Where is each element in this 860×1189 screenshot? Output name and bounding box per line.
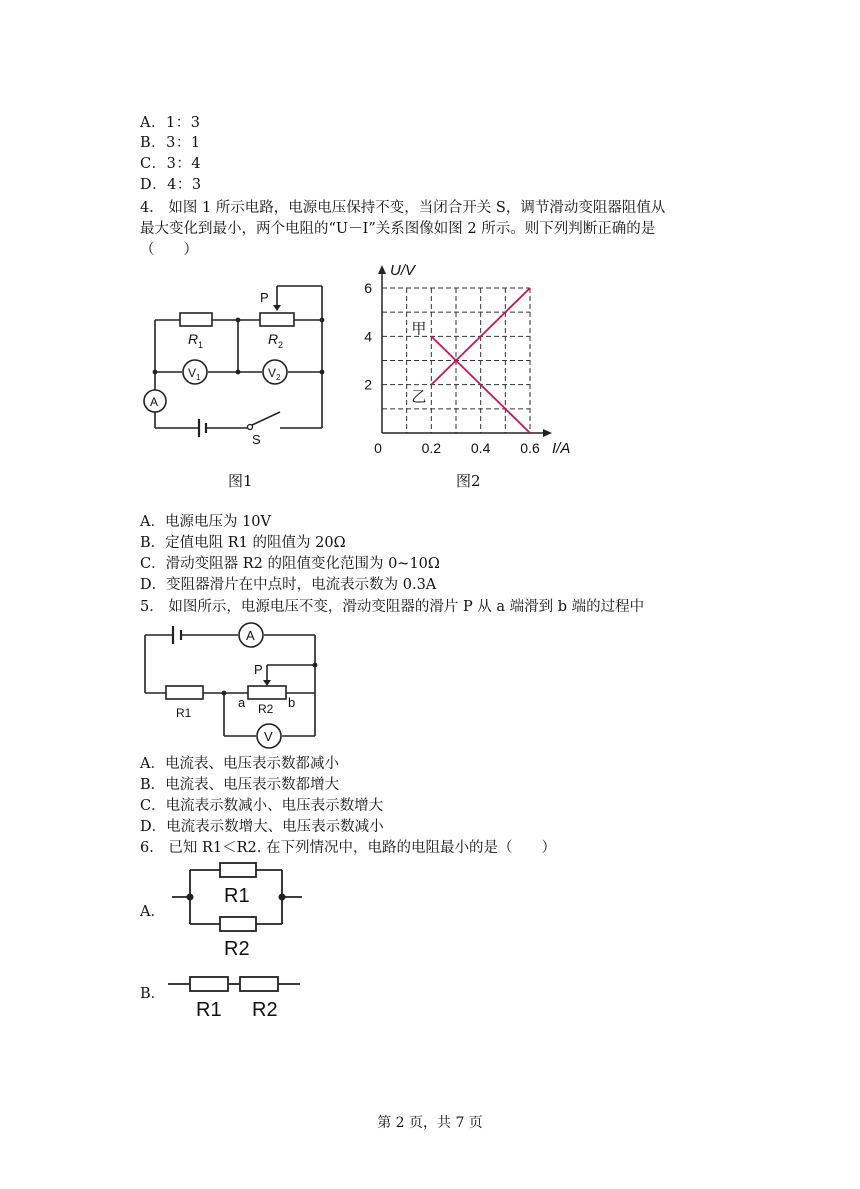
q6a-r2: R2	[224, 938, 250, 960]
q5-option-b: B．电流表、电压表示数都增大	[140, 777, 340, 793]
x-tick-label: 0	[374, 440, 382, 456]
q4-stem-line2: 最大变化到最小，两个电阻的“U－I”关系图像如图 2 所示。则下列判断正确的是	[140, 221, 656, 237]
fig1-label-ammeter: A	[150, 395, 159, 409]
fig1-label-r2-sub: 2	[278, 340, 284, 350]
q4-option-d: D．变阻器滑片在中点时，电流表示数为 0.3A	[140, 577, 437, 593]
q6a-r1: R1	[224, 885, 250, 907]
q4-option-c: C．滑动变阻器 R2 的阻值变化范围为 0~10Ω	[140, 556, 440, 572]
q5-fig-b: b	[288, 695, 296, 710]
q5-fig-r1: R1	[176, 706, 192, 720]
fig1-label-r2: R	[268, 331, 279, 347]
q5-option-d: D．电流表示数增大、电压表示数减小	[140, 819, 384, 835]
fig2-caption: 图2	[456, 472, 481, 490]
q6b-r2: R2	[252, 999, 278, 1021]
x-tick-label: 0.6	[520, 440, 540, 456]
y-axis-label: U/V	[390, 262, 416, 279]
q5-fig-p: P	[254, 662, 263, 677]
q4-stem-line1: 4． 如图 1 所示电路，电源电压保持不变，当闭合开关 S，调节滑动变阻器阻值从	[140, 200, 666, 216]
q5-option-a: A．电流表、电压表示数都减小	[140, 756, 339, 772]
q6-option-a-label: A．	[140, 904, 165, 920]
fig1-label-p: P	[260, 290, 269, 305]
fig1-caption: 图1	[228, 472, 253, 490]
q4-option-a: A．电源电压为 10V	[140, 514, 272, 530]
q3-option-d: D．4：3	[140, 177, 202, 193]
fig1-label-switch: S	[252, 432, 261, 447]
y-tick-label: 4	[364, 328, 372, 345]
q6-stem: 6． 已知 R1＜R2. 在下列情况中，电路的电阻最小的是（ ）	[140, 840, 556, 856]
q3-option-a: A．1：3	[140, 115, 201, 131]
series-label-1: 乙	[411, 388, 427, 406]
fig1-label-r1-sub: 1	[198, 340, 204, 350]
fig1-label-v2-sub: 2	[276, 373, 281, 382]
q4-stem-line3: （ ）	[140, 242, 198, 258]
q5-fig-r2: R2	[258, 702, 274, 716]
fig1-label-v2: V	[268, 366, 277, 380]
q4-option-b: B．定值电阻 R1 的阻值为 20Ω	[140, 535, 346, 551]
x-axis-label: I/A	[552, 440, 571, 457]
page-footer: 第 2 页，共 7 页	[377, 1115, 483, 1131]
q6b-r1: R1	[196, 999, 222, 1021]
q3-option-b: B．3：1	[140, 135, 201, 151]
fig1-label-r1: R	[188, 331, 199, 347]
fig1-label-v1: V	[188, 366, 197, 380]
q3-option-c: C．3：4	[140, 156, 202, 172]
fig1-label-v1-sub: 1	[196, 373, 201, 382]
series-label-0: 甲	[411, 320, 427, 338]
x-tick-label: 0.2	[421, 440, 442, 456]
y-tick-label: 6	[364, 280, 372, 296]
x-tick-label: 0.4	[470, 440, 491, 456]
q5-fig-ammeter: A	[246, 628, 255, 643]
q5-option-c: C．电流表示数减小、电压表示数增大	[140, 798, 384, 814]
q5-stem: 5． 如图所示，电源电压不变，滑动变阻器的滑片 P 从 a 端滑到 b 端的过程中	[140, 599, 645, 615]
q5-fig-voltmeter: V	[264, 729, 273, 744]
q6-option-b-label: B．	[140, 986, 166, 1002]
y-tick-label: 2	[364, 376, 372, 393]
q5-fig-a: a	[238, 695, 246, 710]
